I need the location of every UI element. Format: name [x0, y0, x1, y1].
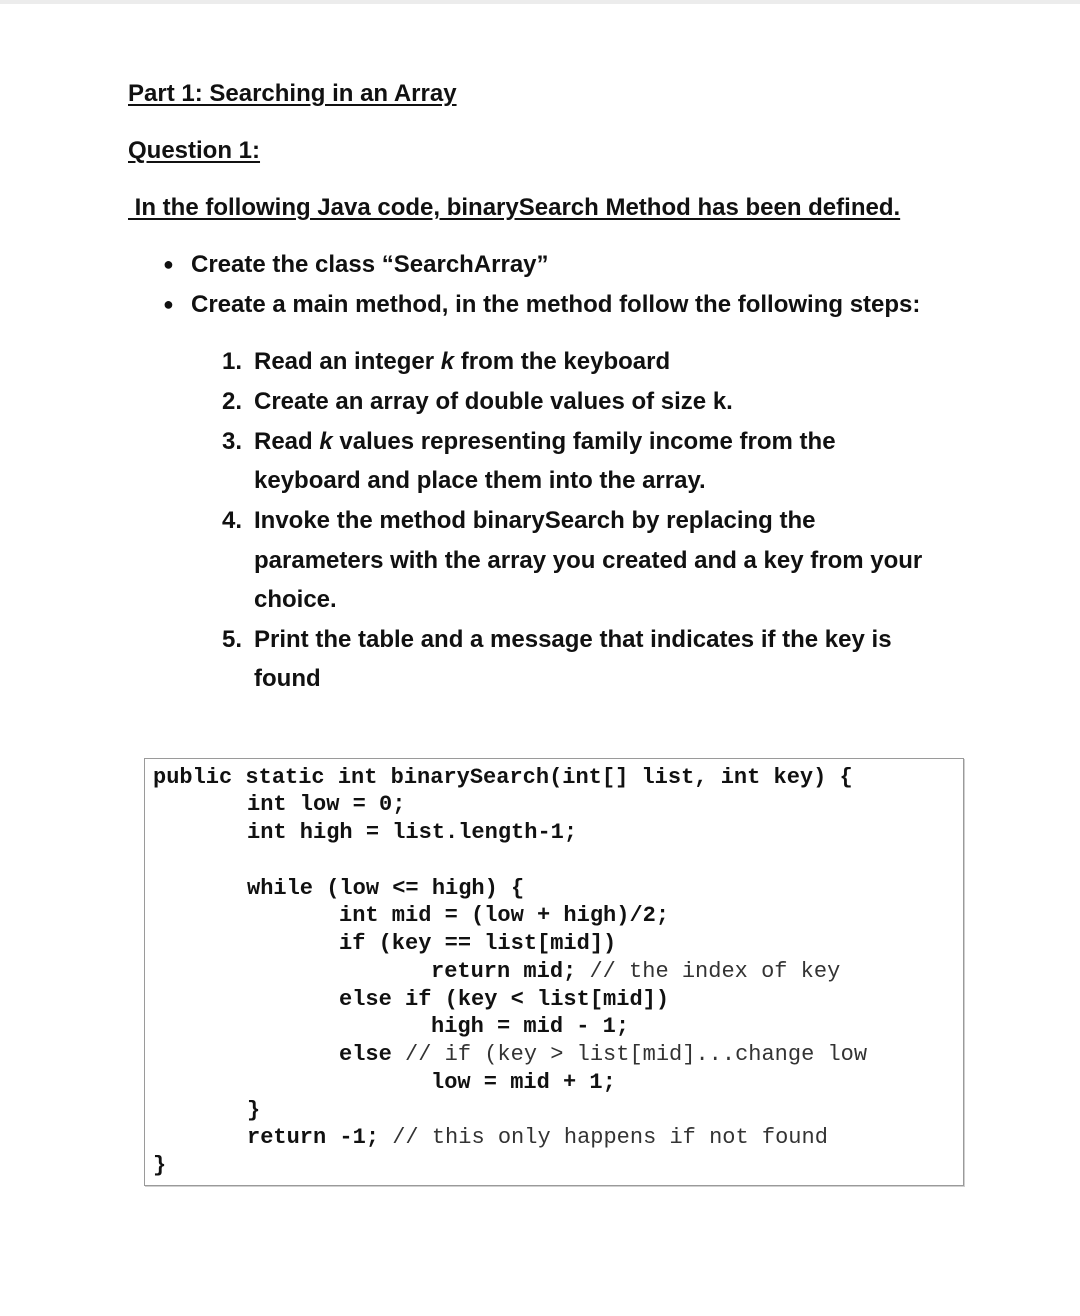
- step-variable: k: [319, 428, 333, 455]
- bullet-text: Create the class “SearchArray”: [191, 251, 549, 278]
- step-number: 5.: [222, 626, 243, 653]
- code-line: else if (key < list[mid]): [339, 987, 670, 1012]
- code-line: [431, 959, 840, 984]
- step-4-continuation: parameters with the array you created and a key from your: [254, 547, 923, 574]
- code-line: }: [247, 1098, 261, 1123]
- code-text: return -1;: [247, 1125, 393, 1150]
- bullet-dot-icon: ●: [163, 254, 174, 274]
- step-3-continuation: keyboard and place them into the array.: [254, 467, 706, 494]
- question-label: Question 1:: [128, 137, 261, 164]
- intro-text: In the following Java code, binarySearch Method has been defined.: [128, 194, 901, 221]
- code-line: high = mid - 1;: [431, 1014, 630, 1039]
- code-text: return mid;: [431, 959, 590, 984]
- code-line: int mid = (low + high)/2;: [339, 903, 670, 928]
- step-4-continuation: choice.: [254, 586, 337, 613]
- step-text: values representing family income from the: [332, 428, 836, 455]
- bullet-text: Create a main method, in the method follow the following steps:: [191, 291, 921, 318]
- code-line: public static int binarySearch(int[] list, int key) {: [153, 765, 853, 790]
- step-5-continuation: found: [254, 665, 321, 692]
- step-5: [222, 626, 892, 654]
- step-number: 4.: [222, 507, 243, 534]
- step-text: Create an array of double values of size k.: [254, 388, 733, 415]
- code-line: low = mid + 1;: [431, 1070, 616, 1095]
- code-block: [144, 758, 964, 1186]
- step-text: from the keyboard: [454, 348, 671, 375]
- code-line: [339, 1042, 867, 1067]
- bullet-dot-icon: ●: [163, 294, 174, 314]
- code-line: int low = 0;: [247, 792, 406, 817]
- code-comment: // if (key > list[mid]...change low: [405, 1042, 868, 1067]
- part-title: Part 1: Searching in an Array: [128, 80, 457, 107]
- bullet-item: [163, 251, 549, 279]
- step-2: [222, 388, 733, 416]
- step-number: 1.: [222, 348, 243, 375]
- step-number: 2.: [222, 388, 243, 415]
- step-text: Print the table and a message that indicates if the key is: [254, 626, 892, 653]
- step-number: 3.: [222, 428, 243, 455]
- top-border: [0, 0, 1080, 4]
- code-comment: // the index of key: [589, 959, 841, 984]
- code-text: else: [339, 1042, 406, 1067]
- code-line: int high = list.length-1;: [247, 820, 578, 845]
- code-line: }: [153, 1153, 167, 1178]
- code-line: [247, 1125, 828, 1150]
- step-variable: k: [440, 348, 455, 375]
- step-1: [222, 348, 670, 376]
- bullet-item: [163, 291, 920, 319]
- step-4: [222, 507, 815, 535]
- step-text: Read an integer: [254, 348, 441, 375]
- step-text: Read: [254, 428, 320, 455]
- code-line: while (low <= high) {: [247, 876, 525, 901]
- code-comment: // this only happens if not found: [392, 1125, 828, 1150]
- step-3: [222, 428, 836, 456]
- code-line: if (key == list[mid]): [339, 931, 617, 956]
- step-text: Invoke the method binarySearch by replacing the: [254, 507, 816, 534]
